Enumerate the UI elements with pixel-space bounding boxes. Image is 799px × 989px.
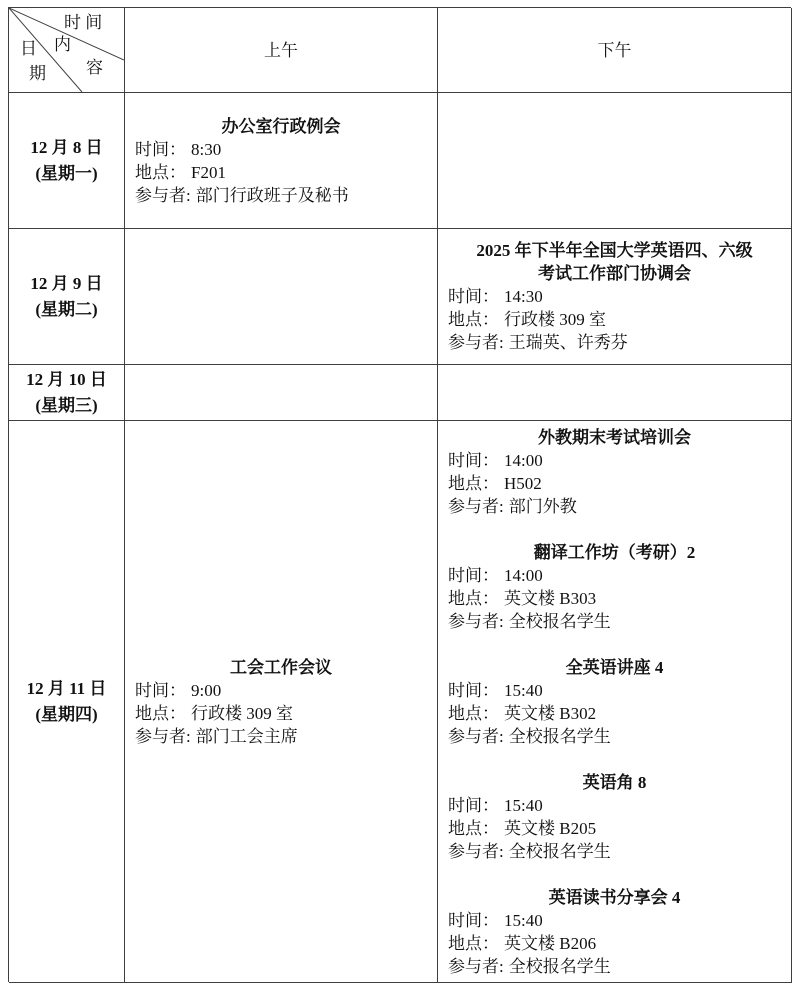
location-value: 行政楼 309 室 (191, 703, 293, 723)
date-line1: 12 月 8 日 (30, 137, 103, 157)
event-title: 翻译工作坊（考研）2 (533, 543, 696, 562)
event-time-line (438, 564, 791, 587)
corner-label-date-top: 日 (20, 39, 37, 58)
date-line2: (星期四) (35, 704, 98, 724)
location-value: 英文楼 B206 (504, 934, 597, 953)
event-location-line (438, 817, 791, 840)
location-label: 地点： (448, 934, 499, 953)
event-time-line (125, 679, 437, 702)
event-time-line (438, 794, 791, 817)
participants-value: 全校报名学生 (508, 957, 611, 976)
event-title: 英语读书分享会 4 (548, 888, 681, 907)
event-participants-line (438, 725, 791, 748)
date-line2: (星期二) (35, 299, 98, 319)
date-cell-dec10 (9, 365, 125, 421)
event-participants-line (438, 331, 791, 354)
participants-value: 全校报名学生 (508, 842, 611, 861)
event-title: 办公室行政例会 (221, 116, 341, 136)
date-line1: 12 月 10 日 (26, 369, 107, 389)
event-english-reading-share-4 (438, 886, 791, 978)
event-time-line (438, 285, 791, 308)
event-title-line2: 考试工作部门协调会 (538, 264, 691, 283)
event-union-work-meeting (125, 656, 437, 748)
time-value: 14:00 (504, 566, 543, 585)
time-label: 时间： (448, 287, 499, 306)
participants-label: 参与者: (448, 497, 504, 516)
corner-label-date-bottom: 期 (29, 64, 46, 83)
time-label: 时间： (448, 796, 499, 815)
time-label: 时间： (135, 139, 186, 159)
location-value: 英文楼 B303 (504, 589, 597, 608)
corner-label-content-bottom: 容 (86, 58, 103, 77)
event-participants-line (438, 840, 791, 863)
participants-value: 部门行政班子及秘书 (195, 185, 349, 205)
time-label: 时间： (135, 680, 186, 700)
afternoon-cell-dec8 (438, 93, 792, 229)
corner-label-content-top: 内 (54, 35, 71, 54)
date-line1: 12 月 11 日 (26, 678, 107, 698)
date-cell-dec9 (9, 229, 125, 365)
location-label: 地点： (448, 310, 499, 329)
participants-label: 参与者: (448, 612, 504, 631)
morning-cell-dec9 (125, 229, 438, 365)
event-location-line (438, 702, 791, 725)
location-value: 英文楼 B302 (504, 704, 597, 723)
event-title: 工会工作会议 (230, 657, 332, 677)
participants-label: 参与者: (448, 333, 504, 352)
time-label: 时间： (448, 566, 499, 585)
time-value: 15:40 (504, 796, 543, 815)
event-title: 外教期末考试培训会 (538, 428, 691, 447)
time-value: 15:40 (504, 681, 543, 700)
location-label: 地点： (135, 162, 186, 182)
event-location-line (438, 587, 791, 610)
event-location-line (125, 702, 437, 725)
date-line1: 12 月 9 日 (30, 273, 103, 293)
participants-value: 全校报名学生 (508, 612, 611, 631)
location-label: 地点： (448, 819, 499, 838)
time-label: 时间： (448, 911, 499, 930)
time-value: 14:00 (504, 451, 543, 470)
participants-label: 参与者: (135, 185, 191, 205)
event-time-line (438, 679, 791, 702)
event-participants-line (438, 955, 791, 978)
participants-label: 参与者: (448, 727, 504, 746)
participants-label: 参与者: (448, 842, 504, 861)
location-value: F201 (191, 162, 226, 182)
time-label: 时间： (448, 451, 499, 470)
location-value: H502 (504, 474, 542, 493)
event-foreign-teacher-exam-training (438, 426, 791, 518)
event-location-line (438, 472, 791, 495)
event-english-corner-8 (438, 771, 791, 863)
time-value: 15:40 (504, 911, 543, 930)
participants-label: 参与者: (448, 957, 504, 976)
participants-label: 参与者: (135, 726, 191, 746)
location-label: 地点： (135, 703, 186, 723)
event-translation-workshop (438, 541, 791, 633)
time-value: 14:30 (504, 287, 543, 306)
date-line2: (星期一) (35, 163, 98, 183)
participants-value: 部门工会主席 (195, 726, 298, 746)
participants-value: 部门外教 (508, 497, 577, 516)
event-title: 英语角 8 (582, 773, 647, 792)
event-office-admin-meeting (125, 115, 437, 207)
date-cell-dec11 (9, 421, 125, 983)
date-cell-dec8 (9, 93, 125, 229)
time-value: 8:30 (191, 139, 222, 159)
location-value: 行政楼 309 室 (504, 310, 606, 329)
column-header-afternoon: 下午 (438, 8, 792, 93)
event-participants-line (125, 725, 437, 748)
event-time-line (438, 449, 791, 472)
event-location-line (438, 932, 791, 955)
corner-label-time: 时 间 (64, 13, 103, 32)
schedule-table (8, 7, 791, 982)
afternoon-cell-dec10 (438, 365, 792, 421)
participants-value: 全校报名学生 (508, 727, 611, 746)
column-header-morning: 上午 (125, 8, 438, 93)
corner-header-cell (9, 8, 125, 93)
event-time-line (125, 138, 437, 161)
location-label: 地点： (448, 704, 499, 723)
event-participants-line (125, 184, 437, 207)
date-line2: (星期三) (35, 395, 98, 415)
event-title: 2025 年下半年全国大学英语四、六级 (476, 241, 753, 260)
participants-value: 王瑞英、许秀芬 (508, 333, 628, 352)
afternoon-cell-dec9 (438, 229, 792, 365)
morning-cell-dec8 (125, 93, 438, 229)
event-location-line (438, 308, 791, 331)
event-title: 全英语讲座 4 (565, 658, 664, 677)
event-english-lecture-4 (438, 656, 791, 748)
location-label: 地点： (448, 589, 499, 608)
time-value: 9:00 (191, 680, 222, 700)
location-value: 英文楼 B205 (504, 819, 597, 838)
event-cet-coordination-meeting (438, 239, 791, 354)
event-participants-line (438, 610, 791, 633)
morning-cell-dec11 (125, 421, 438, 983)
event-participants-line (438, 495, 791, 518)
event-time-line (438, 909, 791, 932)
location-label: 地点： (448, 474, 499, 493)
afternoon-cell-dec11 (438, 421, 792, 983)
morning-cell-dec10 (125, 365, 438, 421)
time-label: 时间： (448, 681, 499, 700)
event-location-line (125, 161, 437, 184)
